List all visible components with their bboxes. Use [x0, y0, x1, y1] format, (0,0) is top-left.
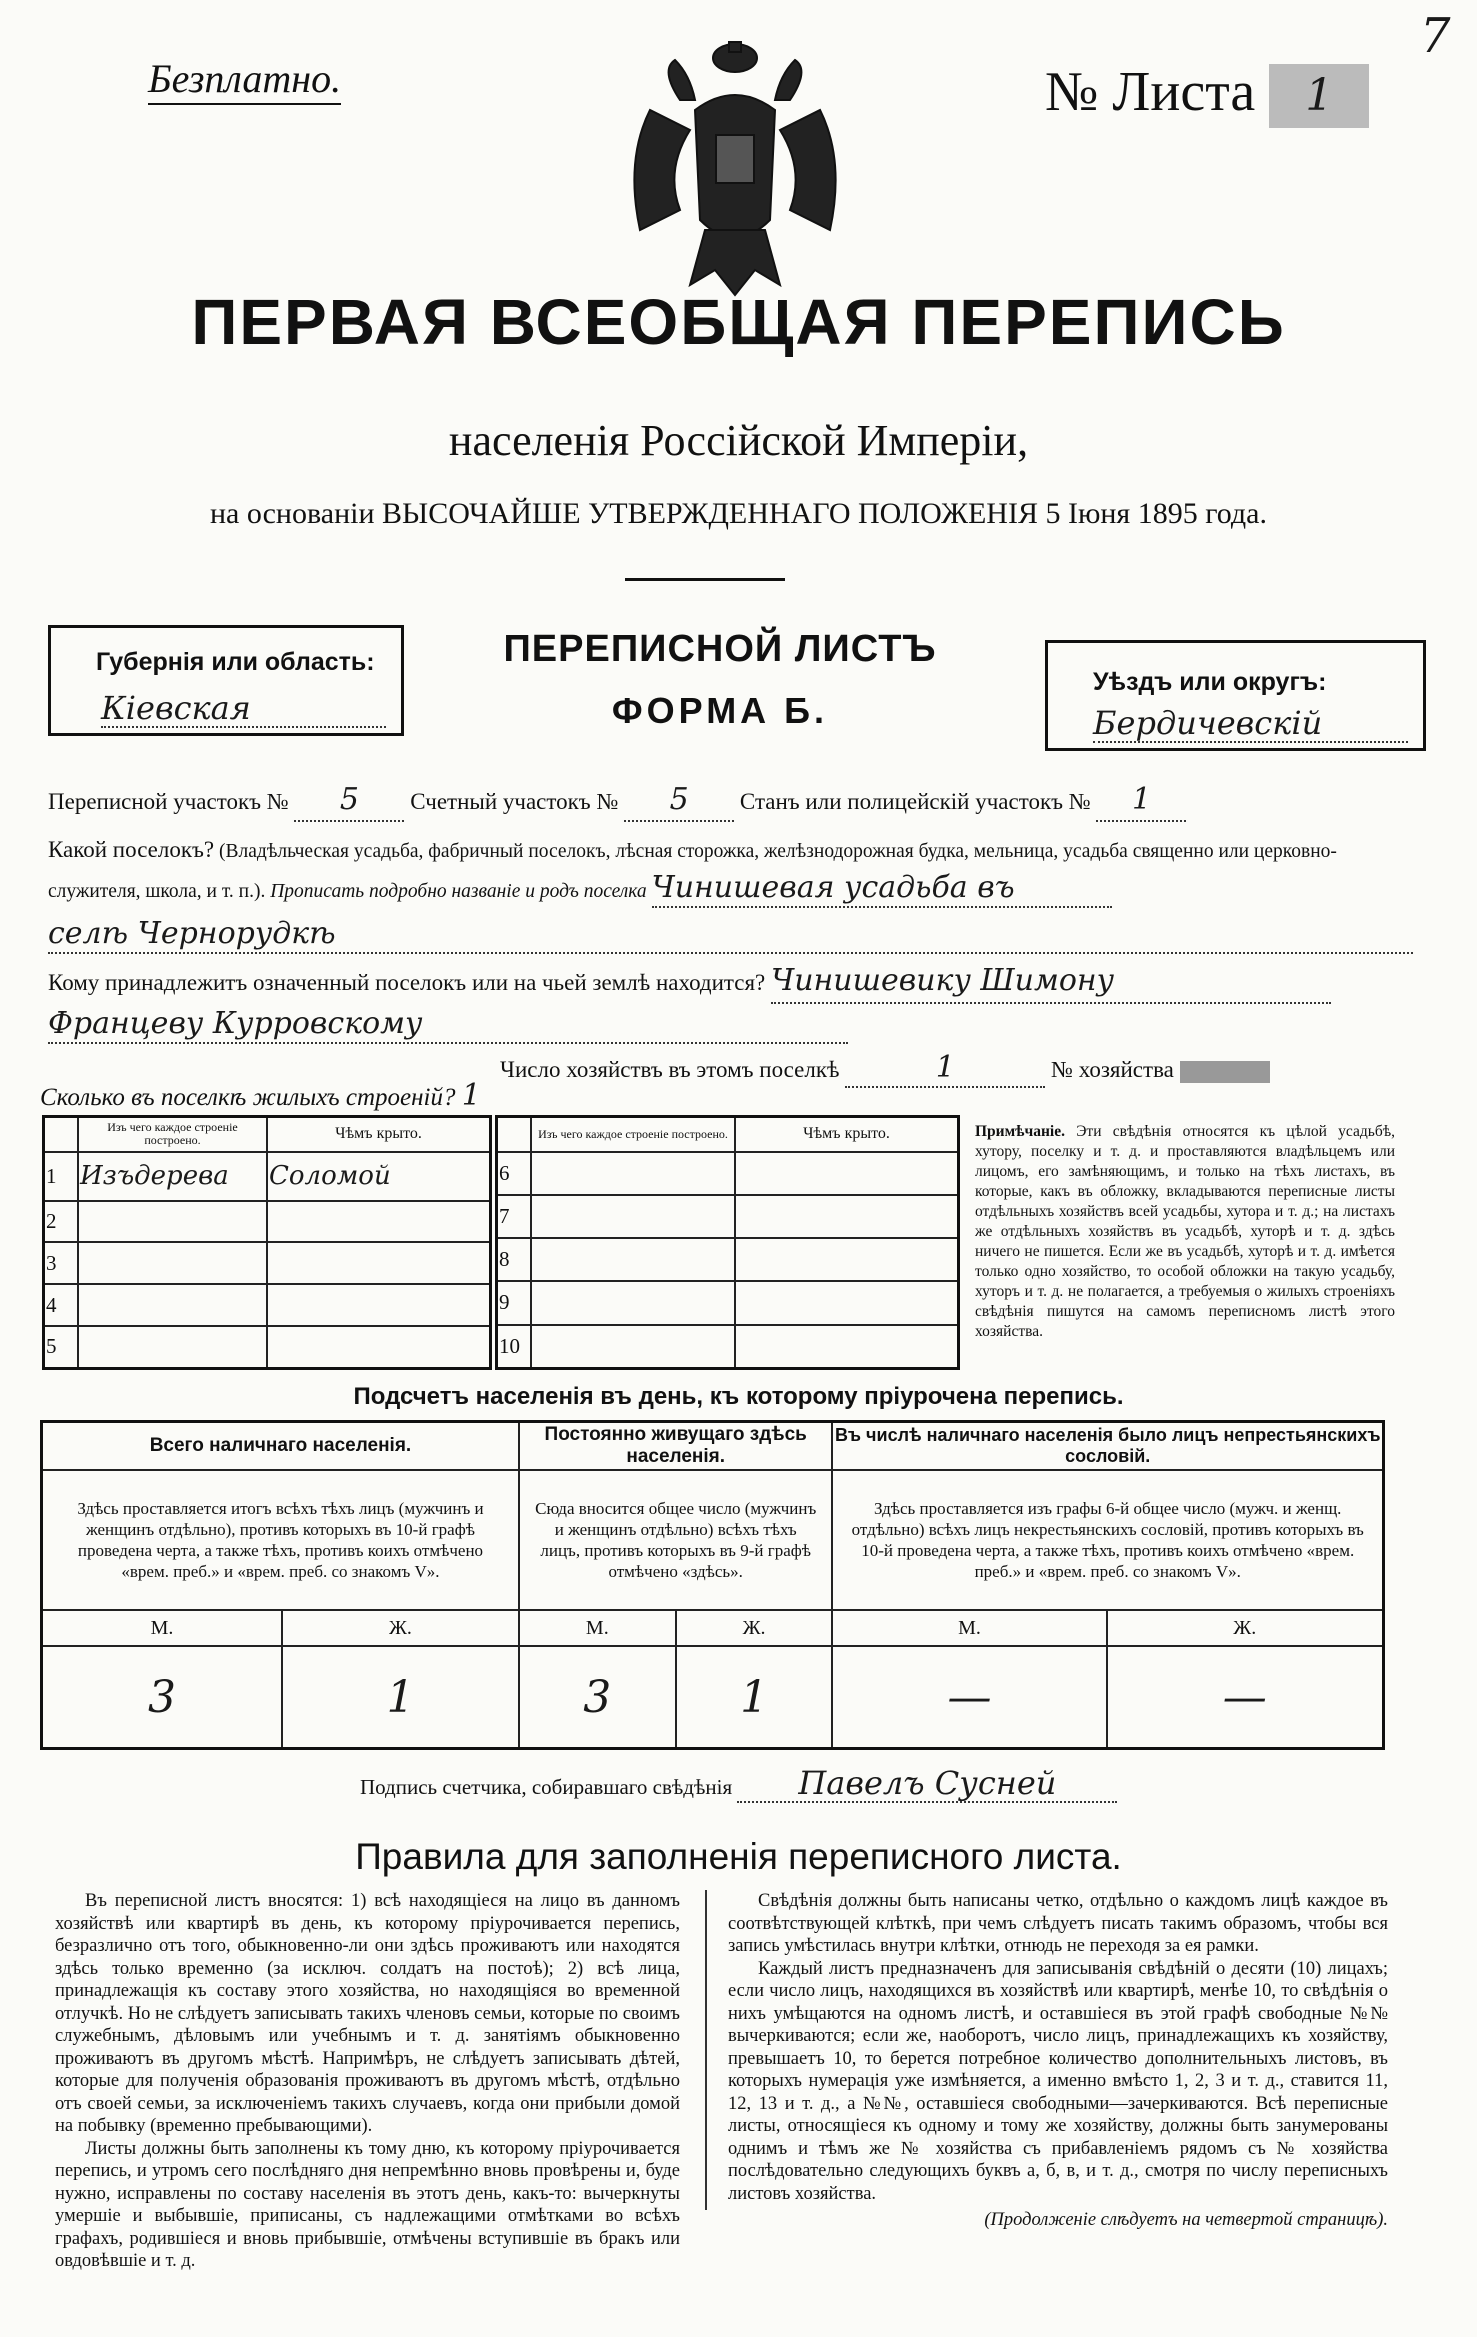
rules-left-paragraph-1: Въ переписной листъ вносятся: 1) всѣ находящіеся на лицо въ данномъ хозяйствѣ или квартирѣ въ день, къ которому пріурочивается перепись, безразлично отъ того, обыкновенно-ли они здѣсь проживаютъ или находятся здѣсь только временно (за исключ. солдатъ на постоѣ); 2) всѣ лица, принадлежащія къ составу этого хозяйства, но находящіяся во временной отлучкѣ. Но не слѣдуетъ записывать такихъ членовъ семьи, которые по своимъ служебнымъ, дѣловымъ или учебнымъ и т. д. занятіямъ обыкновенно проживаютъ въ другомъ мѣстѣ. Напримѣръ, не слѣдуетъ записывать дѣтей, которые для полученія образованія проживаютъ въ другомъ мѣстѣ, отдѣльно отъ своей семьи, за исключеніемъ такихъ случаевъ, когда они прибыли домой на побывку (временно пребывающими). [55, 1891, 680, 2136]
nonpeasant-male-value: — [832, 1646, 1106, 1749]
table-row: 10 [497, 1325, 959, 1369]
rules-left-column [55, 1890, 680, 2273]
settlement-value-1: Чинишевая усадьба въ [652, 870, 1112, 908]
enum-area-label: Переписной участокъ № [48, 789, 289, 814]
settlement-hint: (Владѣльческая усадьба, фабричный поселокъ, лѣсная сторожка, желѣзнодорожная будка, мельница, усадьба священно или церковно-служителя, школа, и т. п.). [48, 841, 1337, 902]
households-value: 1 [845, 1050, 1045, 1088]
owner-value-2: Францеву Курровскому [48, 1006, 848, 1044]
enum-area-value: 5 [294, 780, 404, 822]
sheet-label: № Листа [1045, 61, 1256, 123]
settlement-question: Какой поселокъ? [48, 837, 215, 862]
total-male-value: 3 [42, 1646, 283, 1749]
buildings-table-left [42, 1115, 492, 1370]
district-box [1045, 640, 1426, 751]
table-row: 4 [44, 1284, 491, 1326]
province-value: Кіевская [101, 690, 386, 728]
main-title: ПЕРВАЯ ВСЕОБЩАЯ ПЕРЕПИСЬ [191, 286, 1286, 358]
f-label: Ж. [282, 1610, 519, 1646]
col-roof-header: Чѣмъ крыто. [267, 1117, 491, 1152]
m-label: М. [519, 1610, 676, 1646]
sheet-number-label [1045, 60, 1369, 128]
table-row: 7 [497, 1195, 959, 1238]
table-row: 6 [497, 1152, 959, 1195]
resident-female-value: 1 [676, 1646, 833, 1749]
households-label: Число хозяйствъ въ этомъ поселкѣ [500, 1057, 840, 1082]
population-table [40, 1420, 1385, 1750]
rules-right-column [728, 1890, 1388, 2232]
buildings-label: Сколько въ поселкѣ жилыхъ строеній? [40, 1084, 456, 1111]
province-label: Губернія или область: [96, 648, 375, 676]
rules-right-paragraph-1: Свѣдѣнія должны быть написаны четко, отдѣльно о каждомъ лицѣ каждое въ соотвѣтствующей клѣткѣ, при чемъ слѣдуетъ писать такимъ образомъ, чтобы вся запись умѣстилась внутри клѣтки, отнюдь не переходя за ея рамки. [728, 1891, 1388, 1956]
m-label: М. [832, 1610, 1106, 1646]
owner-line [48, 960, 1418, 1004]
table-row: 1 Изъдерева Соломой [44, 1152, 491, 1201]
census-areas-line [48, 780, 1428, 822]
f-label: Ж. [676, 1610, 833, 1646]
household-no-label: № хозяйства [1051, 1057, 1174, 1082]
rules-continued: (Продолженіе слѣдуетъ на четвертой страницѣ). [984, 2210, 1388, 2230]
police-value: 1 [1096, 780, 1186, 822]
buildings-table-right [495, 1115, 960, 1370]
col-material-header-2: Изъ чего каждое строеніе построено. [531, 1117, 735, 1152]
basis-line: на основаніи ВЫСОЧАЙШЕ УТВЕРЖДЕННАГО ПОЛОЖЕНІЯ 5 Іюня 1895 года. [210, 497, 1267, 530]
form-type: ФОРМА Б. [611, 690, 829, 731]
buildings-line [40, 1078, 481, 1116]
rules-column-divider [705, 1890, 707, 2210]
free-label: Безплатно. [148, 55, 341, 105]
settlement-instruction: Прописать подробно названіе и родъ поселка [270, 881, 647, 902]
owner-value-1: Чинишевику Шимону [771, 960, 1331, 1004]
divider [625, 578, 785, 581]
province-box [48, 625, 404, 736]
m-label: М. [42, 1610, 283, 1646]
note-text: Эти свѣдѣнія относятся къ цѣлой усадьбѣ, хутору, поселку и т. д. и проставляются владѣльцемъ или лицомъ, его замѣняющимъ, и только на тѣхъ листахъ, въ которые, какъ въ обложку, вкладываются переписные листы отдѣльныхъ хозяйствъ всей усадьбы, хутора и т. д.; на листахъ же отдѣльныхъ хозяйствъ въ усадьбѣ, хуторѣ и т. д. здѣсь ничего не пишется. Если же въ усадьбѣ, хуторѣ и т. д. имѣется только одно хозяйство, то особой обложки на такую усадьбу, хуторъ и т. д. не полагается, а требуемыя о жилыхъ строеніяхъ свѣдѣнія пишутся на самомъ переписномъ листѣ этого хозяйства. [975, 1123, 1395, 1340]
households-line [500, 1050, 1420, 1088]
pop-col-header-1: Всего наличнаго населенія. [42, 1422, 519, 1471]
col-roof-header-2: Чѣмъ крыто. [735, 1117, 959, 1152]
buildings-value: 1 [461, 1078, 481, 1113]
nonpeasant-female-value: — [1107, 1646, 1384, 1749]
pop-col-desc-2: Сюда вносится общее число (мужчинъ и женщинъ отдѣльно) всѣхъ тѣхъ лицъ, противъ которыхъ въ 9-й графѣ отмѣчено «здѣсь». [519, 1470, 833, 1610]
sheet-title: ПЕРЕПИСНОЙ ЛИСТЪ [503, 628, 937, 670]
f-label: Ж. [1107, 1610, 1384, 1646]
signature-label: Подпись счетчика, собиравшаго свѣдѣнія [360, 1775, 733, 1799]
table-row: 3 [44, 1242, 491, 1284]
count-area-label: Счетный участокъ № [410, 789, 619, 814]
owner-question: Кому принадлежитъ означенный поселокъ или на чьей землѣ находится? [48, 970, 766, 995]
settlement-value-2: селѣ Чернорудкѣ [48, 916, 1413, 954]
note-title: Примѣчаніе. [975, 1123, 1065, 1140]
total-female-value: 1 [282, 1646, 519, 1749]
pop-col-desc-1: Здѣсь проставляется итогъ всѣхъ тѣхъ лицъ (мужчинъ и женщинъ отдѣльно), противъ которыхъ въ 10-й графѣ проведена черта, а также тѣхъ, противъ коихъ отмѣчено «врем. преб.» и «врем. преб. со знакомъ V». [42, 1470, 519, 1610]
signature-value: Павелъ Сусней [737, 1765, 1117, 1803]
table-row: 9 [497, 1281, 959, 1324]
pop-col-header-3: Въ числѣ наличнаго населенія было лицъ непрестьянскихъ сословій. [832, 1422, 1383, 1471]
household-no-redacted [1180, 1061, 1270, 1083]
count-area-value: 5 [624, 780, 734, 822]
buildings-note [975, 1122, 1395, 1342]
col-material-header: Изъ чего каждое строеніе построено. [78, 1117, 267, 1152]
sheet-number: 1 [1269, 64, 1369, 128]
rules-right-paragraph-2: Каждый листъ предназначенъ для записыванія свѣдѣній о десяти (10) лицахъ; если число лицъ, находящихся въ хозяйствѣ или квартирѣ, менѣе 10, то свѣдѣнія о нихъ умѣщаются на одномъ листѣ, и оставшіеся въ этой графѣ свободные №№ вычеркиваются; если же, наоборотъ, число лицъ, принадлежащихъ къ хозяйству, превышаетъ 10, то берется потребное количество дополнительныхъ листовъ, въ которыхъ нумерація уже измѣняется, а именно вмѣсто 1, 2, 3 и т. д., ставится 11, 12, 13 и т. д., а №№, оставшіеся свободными—зачеркиваются. Всѣ переписные листы, относящіеся къ одному и тому же хозяйству, должны быть занумерованы однимъ и тѣмъ же № хозяйства съ прибавленіемъ рядомъ съ № хозяйства послѣдовательно следующихъ буквъ а, б, в, и т. д., смотря по числу переписныхъ листовъ хозяйства. [728, 1958, 1388, 2204]
pop-col-header-2: Постоянно живущаго здѣсь населенія. [519, 1422, 833, 1471]
district-label: Уѣздъ или округъ: [1093, 668, 1327, 696]
police-label: Станъ или полицейскій участокъ № [739, 789, 1091, 814]
subtitle: населенія Россійской Имперіи, [448, 416, 1029, 465]
district-value: Бердичевскій [1093, 705, 1408, 743]
table-row: 8 [497, 1238, 959, 1281]
owner-line-2 [48, 1006, 1418, 1044]
table-row: 2 [44, 1201, 491, 1243]
imperial-eagle-icon [620, 40, 850, 300]
resident-male-value: 3 [519, 1646, 676, 1749]
corner-mark: 7 [1420, 8, 1451, 64]
signature-line [360, 1765, 1117, 1805]
pop-col-desc-3: Здѣсь проставляется изъ графы 6-й общее число (мужч. и женщ. отдѣльно) всѣхъ лицъ некрестьянскихъ сословій, противъ которыхъ въ 10-й проведена черта, а также тѣхъ, противъ коихъ отмѣчено «врем. преб.» и «врем. преб. со знакомъ V». [832, 1470, 1383, 1610]
rules-left-paragraph-2: Листы должны быть заполнены къ тому дню, къ которому пріурочивается перепись, и утромъ сего послѣдняго дня непремѣнно вновь провѣрены и, буде нужно, исправлены по составу населенія въ этотъ день, какъ-то: вычеркнуты умершіе и выбывшіе, приписаны, съ надлежащими отмѣтками во всѣхъ графахъ, родившіеся и вновь прибывшіе, отмѣчены вступившіе въ бракъ или овдовѣвшіе и т. д. [55, 2138, 680, 2271]
table-row: 5 [44, 1326, 491, 1369]
population-title: Подсчетъ населенія въ день, къ которому пріурочена перепись. [353, 1383, 1124, 1410]
rules-title: Правила для заполненія переписного листа. [355, 1836, 1122, 1877]
settlement-block [48, 832, 1413, 910]
